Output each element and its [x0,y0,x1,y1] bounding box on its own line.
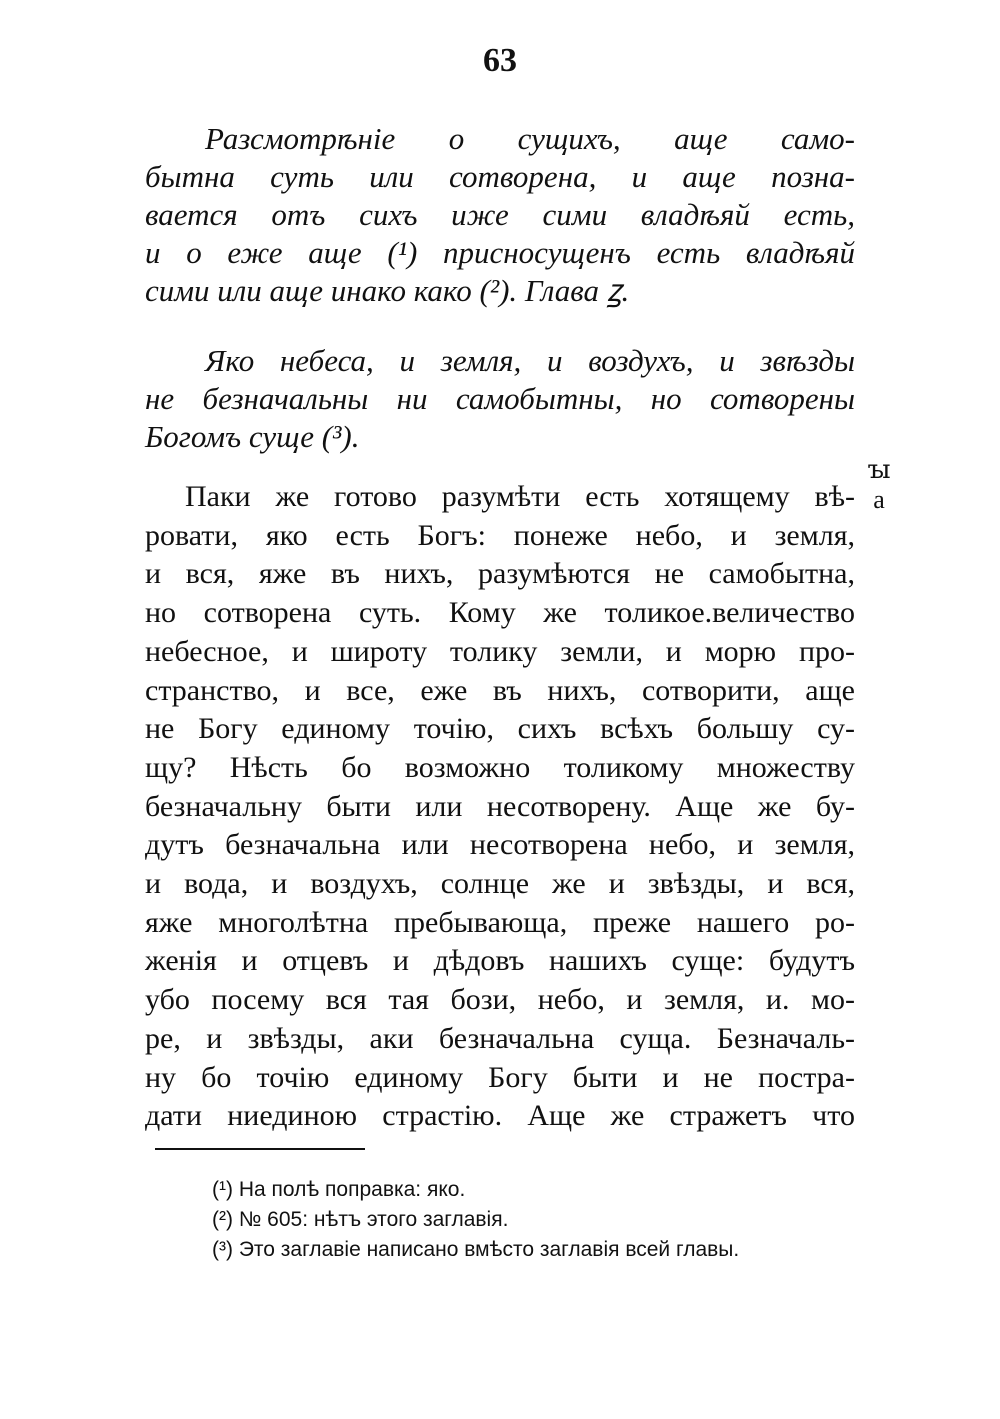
chapter-subheading [145,342,855,456]
body-line: Паки же готово разумѣти есть хотящему вѣ- [185,480,855,513]
body-line: яже многолѣтна пребывающа, преже нашего ро- [145,905,855,939]
body-line: но сотворена суть. Кому же толикое.величество [145,596,855,630]
body-line: и вода, и воздухъ, солнце же и звѣзды, и вся, [145,867,855,901]
footnote-divider [155,1148,365,1150]
body-line: дати ниединою страстію. Аще же стражетъ что [145,1099,855,1133]
body-line: странство, и все, еже въ нихъ, сотворити, аще [145,673,855,707]
footnote: (²) № 605: нѣтъ этого заглавія. [212,1208,509,1231]
margin-note: ꙑ а [867,455,891,514]
heading-line: сими или аще инако како (²). Глава ꙁ. [145,273,630,308]
footnotes [212,1175,852,1265]
footnote: (¹) На полѣ поправка: яко. [212,1178,466,1201]
footnote: (³) Это заглавіе написано вмѣсто заглавія всей главы. [212,1238,740,1261]
body-line: женія и отцевъ и дѣдовъ нашихъ суще: будутъ [145,944,855,978]
heading-line: бытна суть или сотворена, и аще позна- [145,159,855,194]
subheading-line: не безначальны ни самобытны, но сотворены [145,381,855,416]
body-line: щу? Нѣсть бо возможно толикому множеству [145,750,855,784]
body-paragraph [145,478,855,1136]
body-line: убо посему вся тая бози, небо, и земля, и. мо- [145,983,855,1017]
body-line: не Богу единому точію, сихъ всѣхъ большу су- [145,712,855,746]
section-heading [145,120,855,310]
page-number: 63 [483,42,517,79]
body-line: и вся, яже въ нихъ, разумѣются не самобытна, [145,557,855,591]
body-line: ну бо точію единому Богу быти и не пострa- [145,1060,855,1094]
subheading-line: Яко небеса, и земля, и воздухъ, и звѣзды [205,343,855,378]
body-line: безначальну быти или несотворену. Аще же бу- [145,789,855,823]
body-line: ровати, яко есть Богъ: понеже небо, и земля, [145,518,855,552]
body-line: дутъ безначальна или несотворена небо, и земля, [145,828,855,862]
body-line: ре, и звѣзды, аки безначальна суща. Безначаль- [145,1021,855,1055]
heading-line: Разсмотрѣніе о сущихъ, аще само- [205,121,855,156]
subheading-line: Богомъ суще (³). [145,419,360,454]
heading-line: и о еже аще (¹) присносущенъ есть владѣяй [145,235,855,270]
heading-line: вается отъ сихъ иже сими владѣяй есть, [145,197,855,232]
body-line: небесное, и широту толику земли, и морю про- [145,634,855,668]
